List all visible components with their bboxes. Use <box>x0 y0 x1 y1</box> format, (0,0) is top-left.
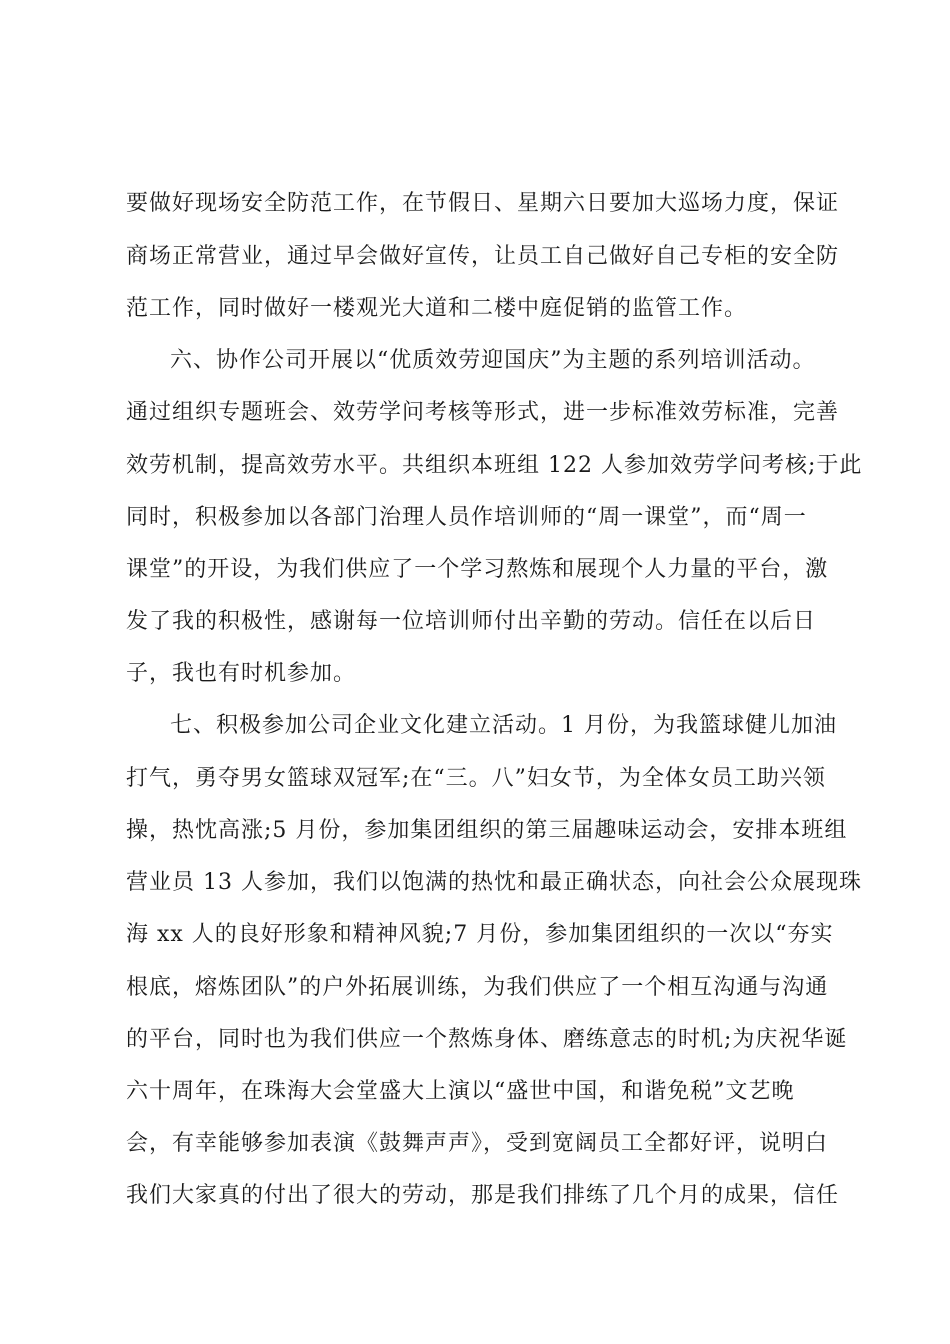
paragraph-line: 范工作，同时做好一楼观光大道和二楼中庭促销的监管工作。 <box>126 296 748 321</box>
paragraph-line: 会，有幸能够参加表演《鼓舞声声》，受到宽阔员工全都好评，说明白 <box>126 1131 829 1156</box>
paragraph-line: 同时，积极参加以各部门治理人员作培训师的“周一课堂”，而“周一 <box>126 505 807 530</box>
paragraph-line: 要做好现场安全防范工作，在节假日、星期六日要加大巡场力度，保证 <box>126 191 840 216</box>
paragraph-line: 发了我的积极性，感谢每一位培训师付出辛勤的劳动。信任在以后日 <box>126 609 817 634</box>
paragraph-line: 操，热忱高涨;5 月份，参加集团组织的第三届趣味运动会，安排本班组 <box>126 818 848 843</box>
paragraph-line: 子，我也有时机参加。 <box>126 661 357 686</box>
paragraph-line: 海 xx 人的良好形象和精神风貌;7 月份，参加集团组织的一次以“夯实 <box>126 922 834 947</box>
paragraph-line: 效劳机制，提高效劳水平。共组织本班组 122 人参加效劳学问考核;于此 <box>126 453 863 478</box>
paragraph-line: 通过组织专题班会、效劳学问考核等形式，进一步标准效劳标准，完善 <box>126 400 840 425</box>
paragraph-line: 六、协作公司开展以“优质效劳迎国庆”为主题的系列培训活动。 <box>170 348 816 373</box>
paragraph-line: 根底，熔炼团队”的户外拓展训练，为我们供应了一个相互沟通与沟通 <box>126 975 829 1000</box>
paragraph-line: 打气，勇夺男女篮球双冠军;在“三。八”妇女节，为全体女员工助兴领 <box>126 766 826 791</box>
paragraph-line: 商场正常营业，通过早会做好宣传，让员工自己做好自己专柜的安全防 <box>126 244 840 269</box>
paragraph-line: 我们大家真的付出了很大的劳动，那是我们排练了几个月的成果，信任 <box>126 1183 840 1208</box>
paragraph-line: 课堂”的开设，为我们供应了一个学习熬炼和展现个人力量的平台，激 <box>126 557 829 582</box>
paragraph-line: 六十周年，在珠海大会堂盛大上演以“盛世中国，和谐免税”文艺晚 <box>126 1079 795 1104</box>
paragraph-line: 七、积极参加公司企业文化建立活动。1 月份，为我篮球健儿加油 <box>170 713 837 738</box>
paragraph-line: 的平台，同时也为我们供应一个熬炼身体、磨练意志的时机;为庆祝华诞 <box>126 1027 848 1052</box>
paragraph-line: 营业员 13 人参加，我们以饱满的热忱和最正确状态，向社会公众展现珠 <box>126 870 862 895</box>
